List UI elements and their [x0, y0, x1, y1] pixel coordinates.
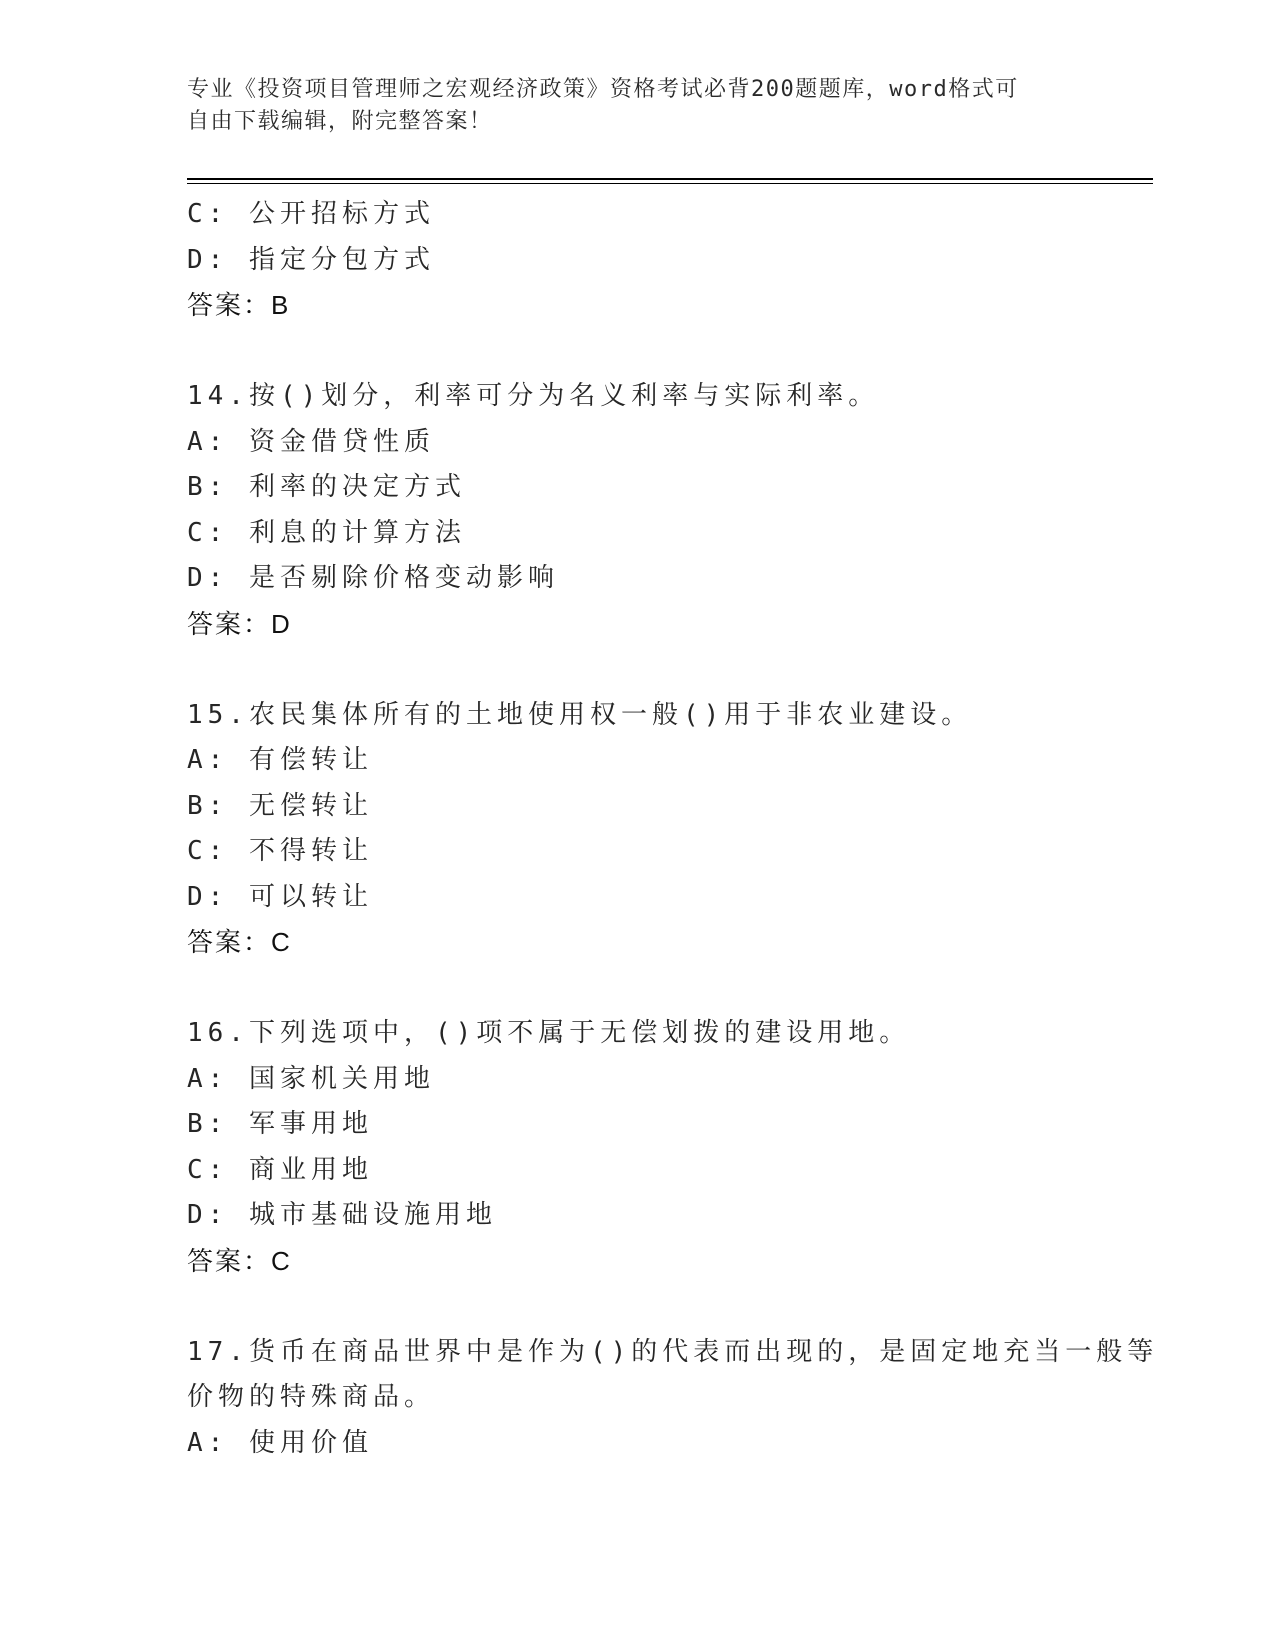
answer: 答案：C [187, 1245, 292, 1276]
header-line-1: 专业《投资项目管理师之宏观经济政策》资格考试必背200题题库，word格式可 [187, 77, 1019, 102]
question-13-continued [187, 192, 1087, 329]
option-d: D: 可以转让 [187, 881, 373, 912]
question-16 [187, 1011, 1087, 1284]
header-divider-top [187, 178, 1153, 180]
option-b: B: 军事用地 [187, 1109, 373, 1139]
question-stem: 15.农民集体所有的土地使用权一般()用于非农业建设。 [187, 699, 973, 730]
question-list [187, 192, 1159, 1466]
option-b: B: 利率的决定方式 [187, 472, 466, 502]
option-a: A: 资金借贷性质 [187, 426, 435, 457]
option-d: D: 是否剔除价格变动影响 [187, 563, 559, 593]
question-stem: 14.按()划分，利率可分为名义利率与实际利率。 [187, 381, 880, 411]
header-line-2: 自由下载编辑，附完整答案！ [187, 109, 493, 134]
option-d: D: 城市基础设施用地 [187, 1200, 497, 1230]
option-a: A: 使用价值 [187, 1427, 373, 1458]
answer: 答案：C [187, 927, 292, 957]
question-17 [187, 1330, 1159, 1467]
question-stem-line-1: 17.货币在商品世界中是作为()的代表而出现的，是固定地充当一般等 [187, 1336, 1159, 1367]
option-b: B: 无偿转让 [187, 790, 373, 821]
option-c: C: 利息的计算方法 [187, 517, 466, 548]
document-header [187, 74, 1087, 138]
answer: 答案：B [187, 290, 291, 320]
question-stem-line-2: 价物的特殊商品。 [187, 1382, 436, 1412]
option-c: C: 商业用地 [187, 1154, 373, 1185]
question-stem: 16.下列选项中，()项不属于无偿划拨的建设用地。 [187, 1018, 911, 1048]
option-a: A: 有偿转让 [187, 745, 373, 775]
option-c: C: 公开招标方式 [187, 199, 435, 229]
option-d: D: 指定分包方式 [187, 244, 435, 275]
question-15 [187, 693, 1087, 966]
answer: 答案：D [187, 608, 292, 639]
option-a: A: 国家机关用地 [187, 1063, 435, 1094]
option-c: C: 不得转让 [187, 836, 373, 866]
header-divider-bottom [187, 183, 1153, 184]
question-14 [187, 374, 1087, 647]
